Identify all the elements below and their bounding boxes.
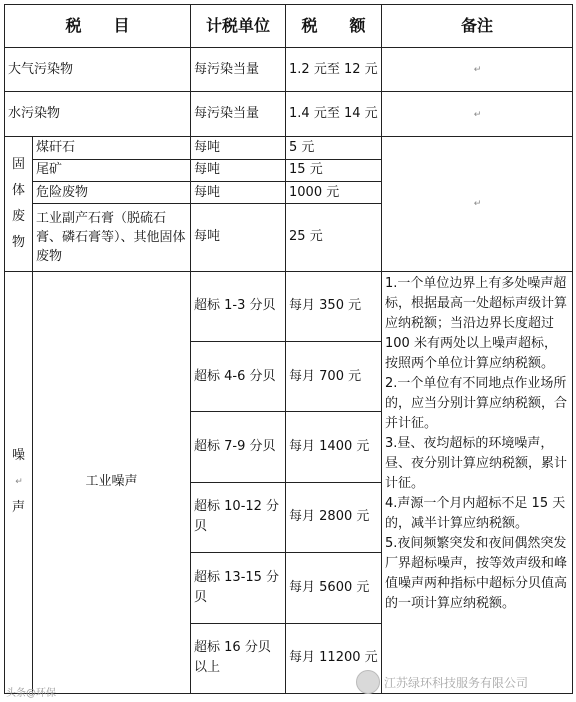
solid-amount-3: 1000 元 [286,182,382,204]
water-unit: 每污染当量 [191,92,286,137]
solid-unit-4: 每吨 [191,204,286,271]
table-row-water [5,92,573,137]
solid-category [5,137,33,271]
noise-subcategory: 工业噪声 [33,271,191,693]
solid-name-2: 尾矿 [33,159,191,181]
noise-unit-3: 超标 7-9 分贝 [191,412,286,482]
table-header-row [5,5,573,48]
water-name: 水污染物 [5,92,191,137]
environmental-tax-table [4,4,573,694]
noise-note-2: 2.一个单位有不同地点作业场所的，应当分别计算应纳税额，合并计征。 [385,375,568,431]
header-item: 税 目 [5,5,191,48]
noise-amount-2: 每月 700 元 [286,341,382,411]
solid-amount-4: 25 元 [286,204,382,271]
air-amount: 1.2 元至 12 元 [286,47,382,92]
table-row-air [5,47,573,92]
noise-unit-2: 超标 4-6 分贝 [191,341,286,411]
watermark-logo-icon [356,670,380,694]
air-name: 大气污染物 [5,47,191,92]
header-note: 备注 [382,5,573,48]
solid-char-2: 体 [11,182,25,198]
table-row-solid-1 [5,137,573,159]
noise-unit-1: 超标 1-3 分贝 [191,271,286,341]
air-note: ↵ [382,47,573,92]
noise-char-2: 声 [11,500,25,516]
watermark-left: 头条@环保 [6,688,56,699]
solid-amount-1: 5 元 [286,137,382,159]
noise-char-1: 噪 [11,448,25,464]
noise-amount-6: 每月 11200 元 [286,623,382,693]
solid-char-1: 固 [11,156,25,172]
noise-note-3: 3.昼、夜均超标的环境噪声，昼、夜分别计算应纳税额，累计计征。 [385,435,568,491]
solid-unit-1: 每吨 [191,137,286,159]
solid-char-4: 物 [11,234,25,250]
noise-unit-5: 超标 13-15 分贝 [191,553,286,623]
noise-note-1: 1.一个单位边界上有多处噪声超标，根据最高一处超标声级计算应纳税额；当沿边界长度超过 100 米有两处以上噪声超标，按照两个单位计算应纳税额。 [385,275,568,371]
header-unit: 计税单位 [191,5,286,48]
air-unit: 每污染当量 [191,47,286,92]
noise-notes [382,271,573,693]
solid-note: ↵ [382,137,573,271]
noise-note-4: 4.声源一个月内超标不足 15 天的，减半计算应纳税额。 [385,495,566,531]
noise-unit-6: 超标 16 分贝以上 [191,623,286,693]
water-amount: 1.4 元至 14 元 [286,92,382,137]
solid-name-1: 煤矸石 [33,137,191,159]
noise-note-5: 5.夜间频繁突发和夜间偶然突发厂界超标噪声，按等效声级和峰值噪声两种指标中超标分贝值高的一项计算应纳税额。 [385,535,568,611]
noise-amount-1: 每月 350 元 [286,271,382,341]
watermark-right [356,668,568,696]
solid-unit-3: 每吨 [191,182,286,204]
solid-char-3: 废 [11,208,25,224]
noise-amount-3: 每月 1400 元 [286,412,382,482]
water-note: ↵ [382,92,573,137]
solid-amount-2: 15 元 [286,159,382,181]
watermark-right-text: 江苏绿环科技服务有限公司 [384,675,529,690]
noise-category: 噪 ↵ 声 [5,271,33,693]
noise-amount-4: 每月 2800 元 [286,482,382,552]
solid-unit-2: 每吨 [191,159,286,181]
noise-amount-5: 每月 5600 元 [286,553,382,623]
table-row-noise-1 [5,271,573,341]
noise-unit-4: 超标 10-12 分贝 [191,482,286,552]
header-amount: 税 额 [286,5,382,48]
solid-name-3: 危险废物 [33,182,191,204]
solid-name-4: 工业副产石膏（脱硫石膏、磷石膏等）、其他固体废物 [33,204,191,271]
